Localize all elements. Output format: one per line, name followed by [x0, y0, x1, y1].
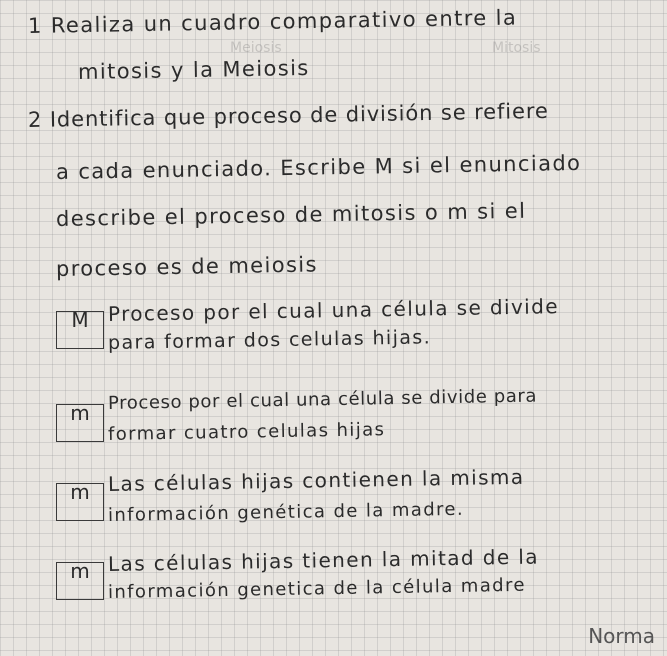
notebook-brand-logo: Norma	[588, 624, 655, 648]
answer-mark: m	[70, 480, 90, 504]
statement-line: información genetica de la célula madre	[107, 574, 527, 603]
instruction-line-1: 1 Realiza un cuadro comparativo entre la	[27, 5, 518, 38]
statement-line: Proceso por el cual una célula se divide	[107, 294, 560, 326]
statement-line: Las células hijas tienen la mitad de la	[107, 544, 540, 576]
statement-line: información genética de la madre.	[107, 498, 465, 526]
bleed-through-text: Meiosis	[230, 40, 282, 56]
statement-line: para formar dos celulas hijas.	[107, 326, 432, 354]
instruction-line-5: describe el proceso de mitosis o m si el	[55, 198, 527, 231]
instruction-line-4: a cada enunciado. Escribe M si el enunciado	[55, 150, 582, 184]
instruction-line-6: proceso es de meiosis	[55, 252, 319, 281]
statement-line: formar cuatro celulas hijas	[107, 419, 386, 445]
instruction-line-3: 2 Identifica que proceso de división se refiere	[27, 98, 549, 132]
instruction-line-2: mitosis y la Meiosis	[77, 55, 310, 84]
answer-mark: m	[70, 401, 90, 425]
answer-box	[56, 308, 104, 349]
answer-box	[56, 480, 104, 521]
statement-line: Las células hijas contienen la misma	[107, 464, 525, 496]
bleed-through-text: Mitosis	[492, 40, 541, 56]
statement-line: Proceso por el cual una célula se divide para	[107, 385, 538, 414]
answer-mark: M	[71, 308, 89, 332]
answer-mark: m	[70, 559, 90, 583]
answer-box	[56, 559, 104, 600]
answer-box	[56, 401, 104, 442]
